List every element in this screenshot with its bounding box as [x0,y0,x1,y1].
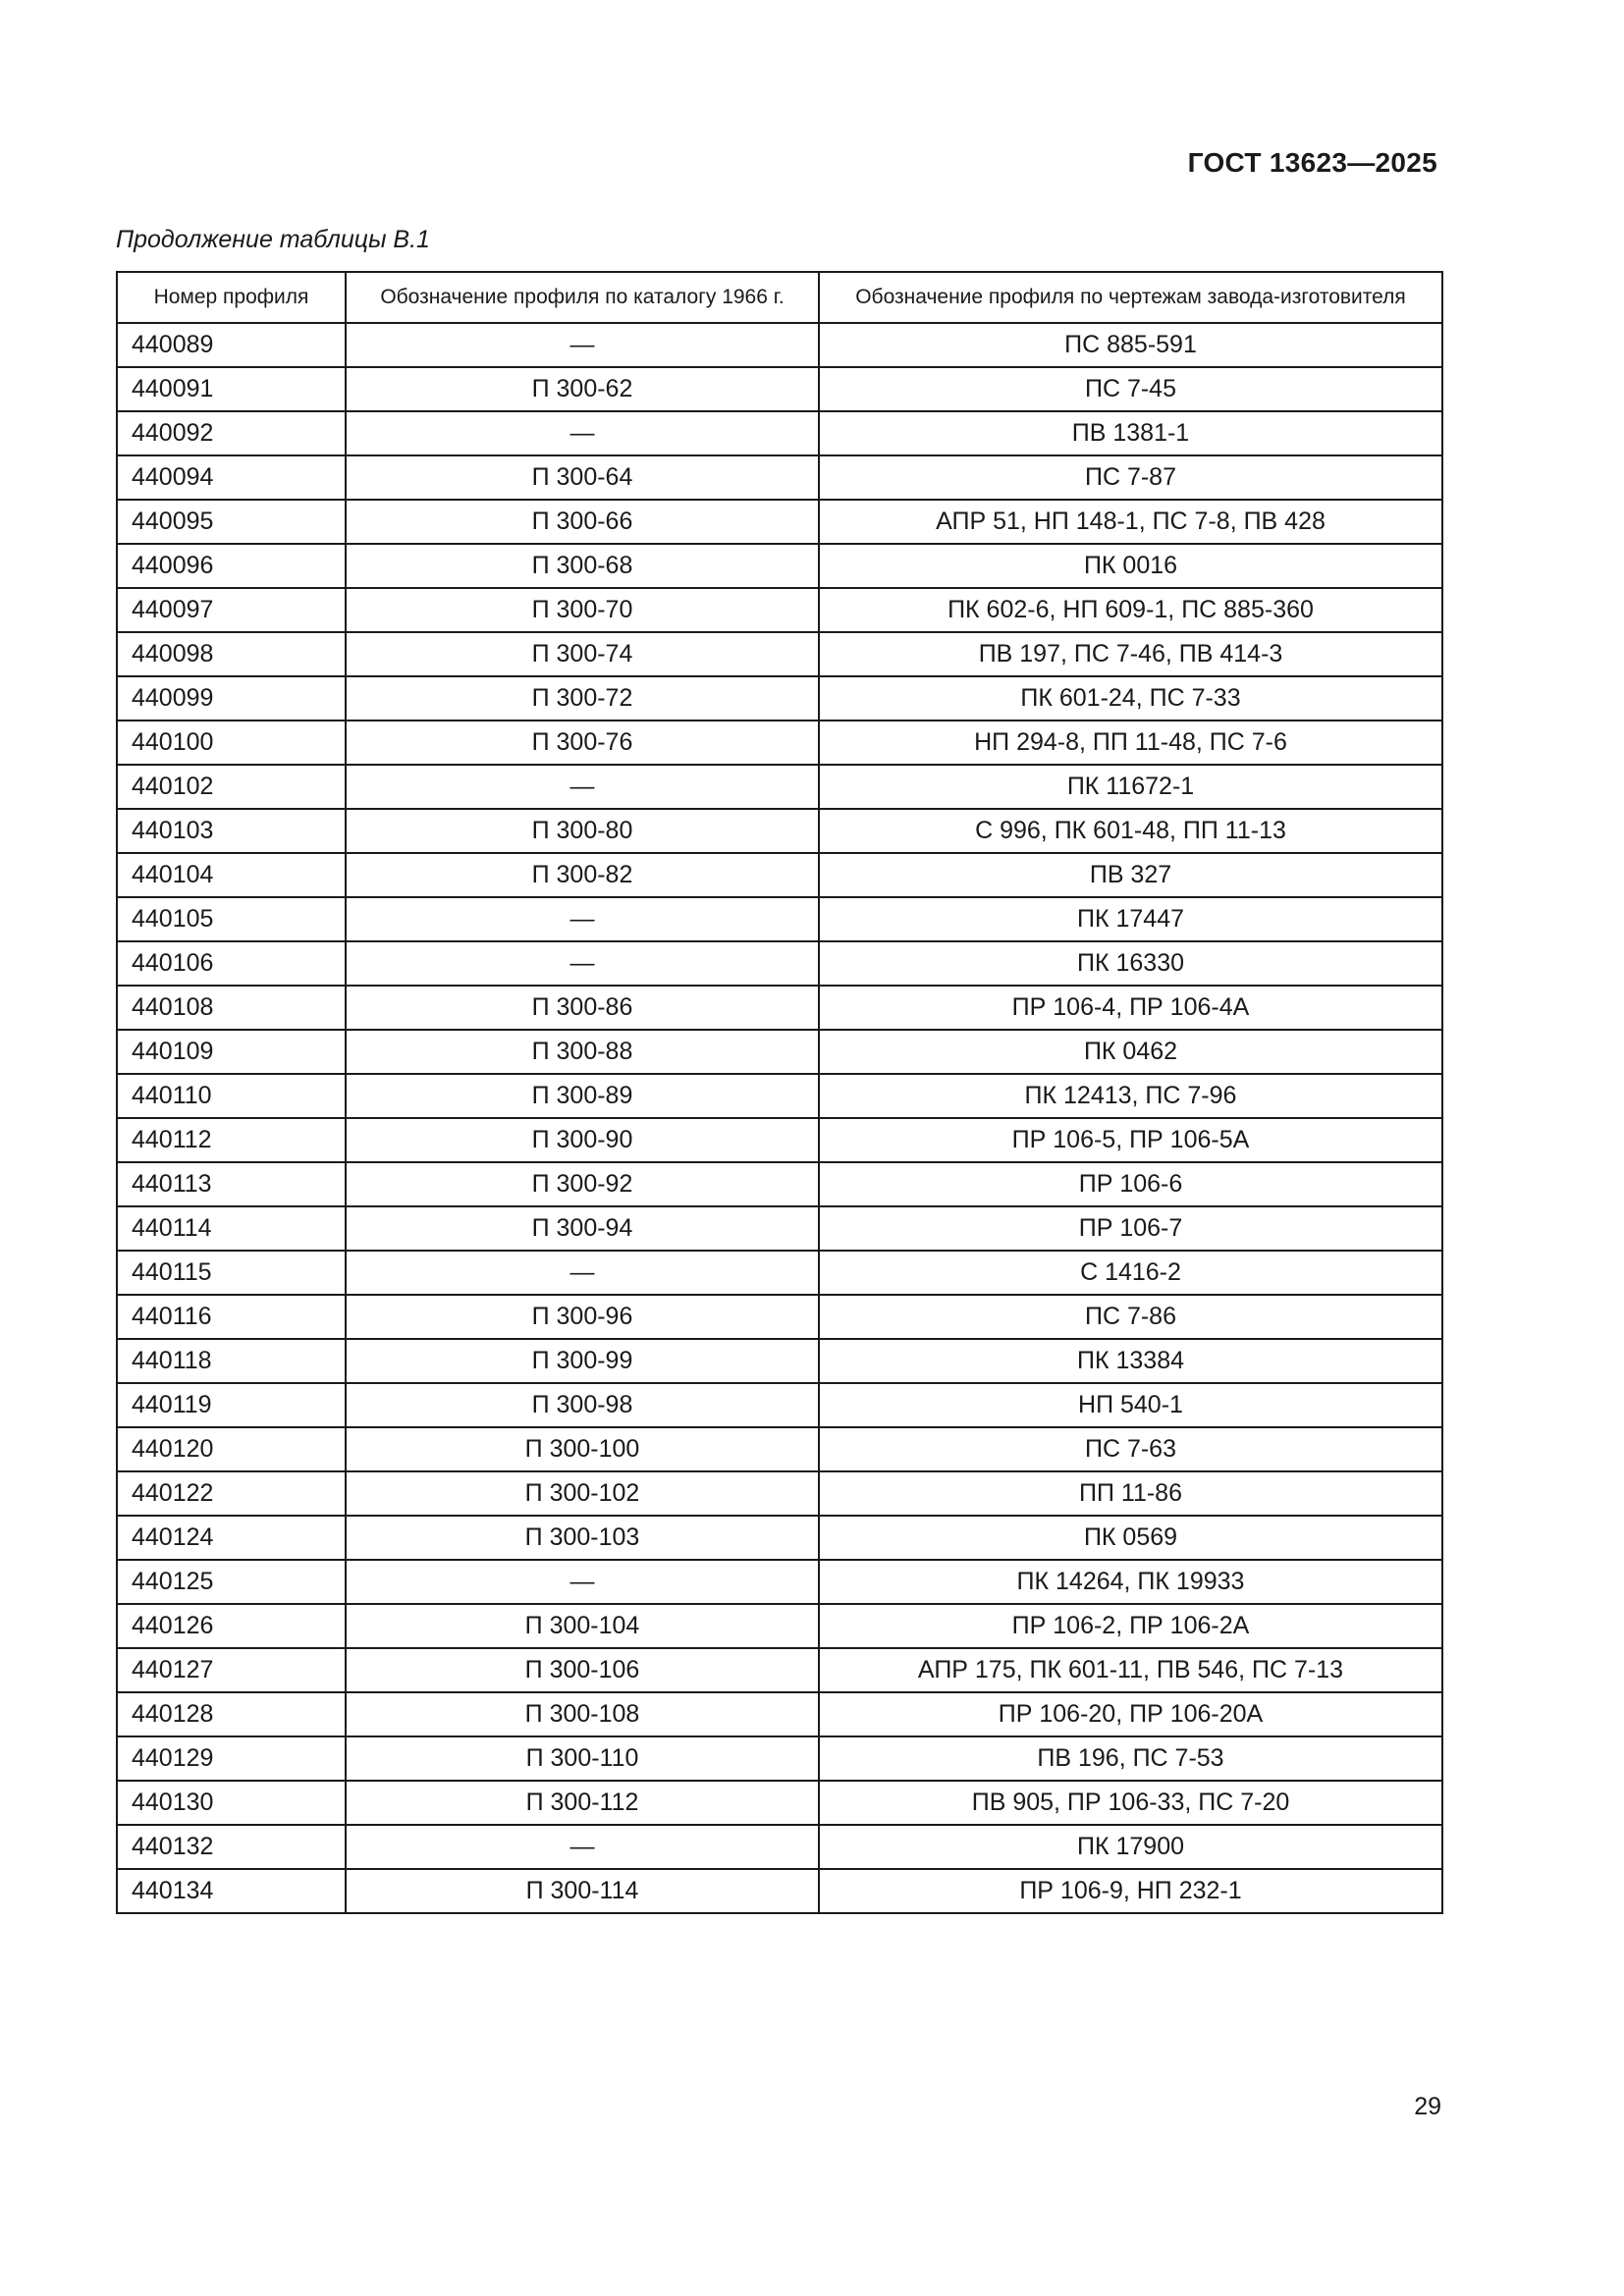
profile-number-cell: 440108 [117,986,346,1030]
catalog-designation-cell: — [346,941,819,986]
catalog-designation-cell: П 300-74 [346,632,819,676]
factory-designation-cell: ПК 16330 [819,941,1442,986]
factory-designation-cell: ПР 106-4, ПР 106-4А [819,986,1442,1030]
table-row [117,588,1442,632]
table-body [117,323,1442,1913]
profile-number-cell: 440115 [117,1251,346,1295]
table-row [117,367,1442,411]
column-header-factory-drawings: Обозначение профиля по чертежам завода-изготовителя [819,272,1442,323]
catalog-designation-cell: П 300-114 [346,1869,819,1913]
table-row [117,1516,1442,1560]
catalog-designation-cell: П 300-62 [346,367,819,411]
catalog-designation-cell: — [346,323,819,367]
factory-designation-cell: ПР 106-7 [819,1206,1442,1251]
table-row [117,1162,1442,1206]
factory-designation-cell: ПК 13384 [819,1339,1442,1383]
profile-number-cell: 440114 [117,1206,346,1251]
table-row [117,1736,1442,1781]
table-row [117,1074,1442,1118]
catalog-designation-cell: — [346,765,819,809]
factory-designation-cell: ПК 0016 [819,544,1442,588]
catalog-designation-cell: П 300-64 [346,455,819,500]
catalog-designation-cell: — [346,411,819,455]
table-row [117,1118,1442,1162]
catalog-designation-cell: П 300-66 [346,500,819,544]
table-row [117,544,1442,588]
factory-designation-cell: ПР 106-9, НП 232-1 [819,1869,1442,1913]
factory-designation-cell: АПР 175, ПК 601-11, ПВ 546, ПС 7-13 [819,1648,1442,1692]
catalog-designation-cell: П 300-92 [346,1162,819,1206]
table-row [117,1825,1442,1869]
factory-designation-cell: ПК 601-24, ПС 7-33 [819,676,1442,721]
profile-number-cell: 440112 [117,1118,346,1162]
profile-number-cell: 440104 [117,853,346,897]
factory-designation-cell: ПС 7-87 [819,455,1442,500]
catalog-designation-cell: П 300-104 [346,1604,819,1648]
factory-designation-cell: ПК 12413, ПС 7-96 [819,1074,1442,1118]
table-caption: Продолжение таблицы В.1 [116,226,430,253]
factory-designation-cell: ПС 7-45 [819,367,1442,411]
table-row [117,411,1442,455]
catalog-designation-cell: П 300-90 [346,1118,819,1162]
catalog-designation-cell: П 300-100 [346,1427,819,1471]
factory-designation-cell: ПК 17900 [819,1825,1442,1869]
header-row [117,272,1442,323]
table-row [117,1339,1442,1383]
profiles-table [116,271,1443,1914]
factory-designation-cell: С 996, ПК 601-48, ПП 11-13 [819,809,1442,853]
profile-number-cell: 440126 [117,1604,346,1648]
catalog-designation-cell: П 300-96 [346,1295,819,1339]
page-number: 29 [1414,2093,1441,2120]
catalog-designation-cell: П 300-94 [346,1206,819,1251]
profile-number-cell: 440099 [117,676,346,721]
catalog-designation-cell: П 300-98 [346,1383,819,1427]
table-row [117,1471,1442,1516]
factory-designation-cell: ПП 11-86 [819,1471,1442,1516]
profile-number-cell: 440122 [117,1471,346,1516]
profile-number-cell: 440124 [117,1516,346,1560]
profile-number-cell: 440102 [117,765,346,809]
catalog-designation-cell: — [346,1560,819,1604]
table-row [117,721,1442,765]
table-row [117,455,1442,500]
profile-number-cell: 440094 [117,455,346,500]
catalog-designation-cell: — [346,897,819,941]
factory-designation-cell: ПР 106-20, ПР 106-20А [819,1692,1442,1736]
catalog-designation-cell: П 300-68 [346,544,819,588]
catalog-designation-cell: П 300-99 [346,1339,819,1383]
table-row [117,1648,1442,1692]
column-header-catalog-1966: Обозначение профиля по каталогу 1966 г. [346,272,819,323]
table-row [117,1781,1442,1825]
profile-number-cell: 440125 [117,1560,346,1604]
table-row [117,853,1442,897]
profile-number-cell: 440110 [117,1074,346,1118]
profile-number-cell: 440092 [117,411,346,455]
profile-number-cell: 440106 [117,941,346,986]
profile-number-cell: 440109 [117,1030,346,1074]
factory-designation-cell: ПВ 905, ПР 106-33, ПС 7-20 [819,1781,1442,1825]
factory-designation-cell: ПС 7-86 [819,1295,1442,1339]
catalog-designation-cell: П 300-80 [346,809,819,853]
table-row [117,897,1442,941]
table-row [117,1692,1442,1736]
factory-designation-cell: ПС 885-591 [819,323,1442,367]
table-row [117,1427,1442,1471]
factory-designation-cell: ПК 11672-1 [819,765,1442,809]
profile-number-cell: 440096 [117,544,346,588]
catalog-designation-cell: П 300-89 [346,1074,819,1118]
catalog-designation-cell: П 300-102 [346,1471,819,1516]
catalog-designation-cell: П 300-106 [346,1648,819,1692]
table-row [117,500,1442,544]
profile-number-cell: 440128 [117,1692,346,1736]
factory-designation-cell: ПР 106-6 [819,1162,1442,1206]
catalog-designation-cell: П 300-82 [346,853,819,897]
catalog-designation-cell: П 300-108 [346,1692,819,1736]
table-row [117,632,1442,676]
factory-designation-cell: ПС 7-63 [819,1427,1442,1471]
factory-designation-cell: АПР 51, НП 148-1, ПС 7-8, ПВ 428 [819,500,1442,544]
table-row [117,941,1442,986]
profile-number-cell: 440116 [117,1295,346,1339]
table-row [117,1383,1442,1427]
table-row [117,1560,1442,1604]
column-header-profile-number: Номер профиля [117,272,346,323]
factory-designation-cell: ПВ 327 [819,853,1442,897]
factory-designation-cell: С 1416-2 [819,1251,1442,1295]
factory-designation-cell: ПК 14264, ПК 19933 [819,1560,1442,1604]
profile-number-cell: 440098 [117,632,346,676]
table-row [117,1030,1442,1074]
profile-number-cell: 440091 [117,367,346,411]
factory-designation-cell: ПВ 1381-1 [819,411,1442,455]
profile-number-cell: 440127 [117,1648,346,1692]
factory-designation-cell: ПК 0462 [819,1030,1442,1074]
table-row [117,809,1442,853]
catalog-designation-cell: П 300-112 [346,1781,819,1825]
profile-number-cell: 440105 [117,897,346,941]
profile-number-cell: 440119 [117,1383,346,1427]
profile-number-cell: 440132 [117,1825,346,1869]
catalog-designation-cell: П 300-88 [346,1030,819,1074]
factory-designation-cell: ПВ 197, ПС 7-46, ПВ 414-3 [819,632,1442,676]
catalog-designation-cell: П 300-72 [346,676,819,721]
catalog-designation-cell: П 300-103 [346,1516,819,1560]
profile-number-cell: 440113 [117,1162,346,1206]
table-header [117,272,1442,323]
factory-designation-cell: НП 540-1 [819,1383,1442,1427]
factory-designation-cell: ПВ 196, ПС 7-53 [819,1736,1442,1781]
profile-number-cell: 440100 [117,721,346,765]
profile-number-cell: 440130 [117,1781,346,1825]
table-row [117,986,1442,1030]
catalog-designation-cell: П 300-76 [346,721,819,765]
table-row [117,1206,1442,1251]
profile-number-cell: 440089 [117,323,346,367]
table-row [117,1604,1442,1648]
table-row [117,323,1442,367]
factory-designation-cell: ПК 17447 [819,897,1442,941]
profile-number-cell: 440129 [117,1736,346,1781]
catalog-designation-cell: — [346,1825,819,1869]
catalog-designation-cell: П 300-110 [346,1736,819,1781]
factory-designation-cell: ПК 0569 [819,1516,1442,1560]
profile-number-cell: 440118 [117,1339,346,1383]
table-row [117,1251,1442,1295]
factory-designation-cell: ПР 106-2, ПР 106-2А [819,1604,1442,1648]
profile-number-cell: 440097 [117,588,346,632]
factory-designation-cell: ПК 602-6, НП 609-1, ПС 885-360 [819,588,1442,632]
catalog-designation-cell: — [346,1251,819,1295]
profile-number-cell: 440120 [117,1427,346,1471]
table-row [117,1869,1442,1913]
table-row [117,1295,1442,1339]
table-row [117,765,1442,809]
catalog-designation-cell: П 300-70 [346,588,819,632]
catalog-designation-cell: П 300-86 [346,986,819,1030]
profile-number-cell: 440095 [117,500,346,544]
profile-number-cell: 440103 [117,809,346,853]
factory-designation-cell: НП 294-8, ПП 11-48, ПС 7-6 [819,721,1442,765]
table-row [117,676,1442,721]
document-code: ГОСТ 13623—2025 [1187,147,1437,178]
factory-designation-cell: ПР 106-5, ПР 106-5А [819,1118,1442,1162]
profile-number-cell: 440134 [117,1869,346,1913]
